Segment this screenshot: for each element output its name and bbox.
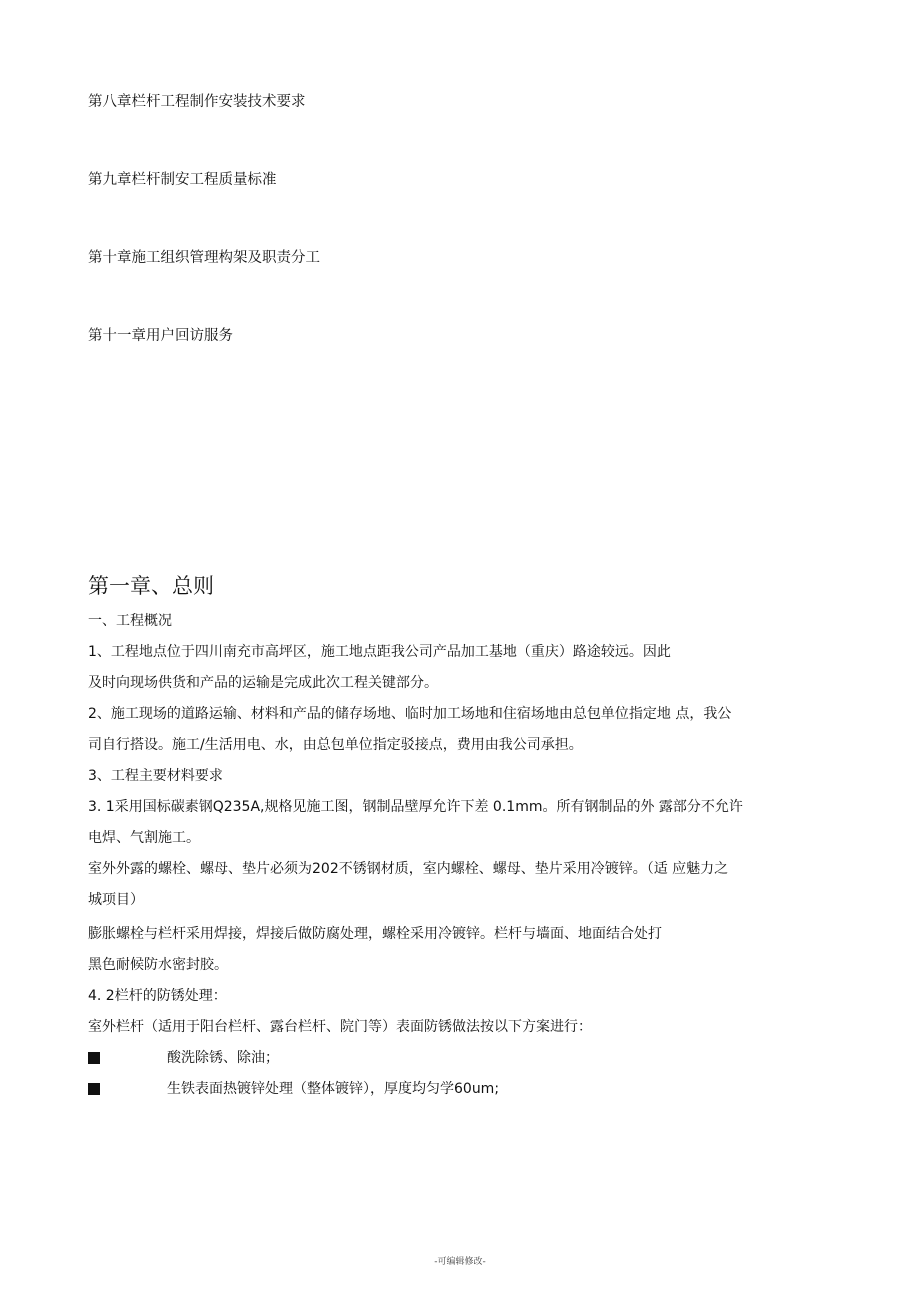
paragraph-7: 4. 2栏杆的防锈处理：: [88, 988, 227, 1004]
toc-item-chapter-11: 第十一章用户回访服务: [88, 328, 233, 344]
paragraph-5-line-1: 室外外露的螺栓、螺母、垫片必须为202不锈钢材质，室内螺栓、螺母、垫片采用冷镀锌。（适 应魅力之: [88, 861, 729, 877]
paragraph-6-line-1: 膨胀螺栓与栏杆采用焊接，焊接后做防腐处理，螺栓采用冷镀锌。栏杆与墙面、地面结合处打: [88, 926, 662, 942]
toc-item-chapter-10: 第十章施工组织管理构架及职责分工: [88, 250, 320, 266]
bullet-square-icon: [88, 1052, 100, 1064]
paragraph-2-line-2: 司自行搭设。施工/生活用电、水，由总包单位指定驳接点，费用由我公司承担。: [88, 737, 583, 753]
paragraph-8: 室外栏杆（适用于阳台栏杆、露台栏杆、院门等）表面防锈做法按以下方案进行：: [88, 1019, 592, 1035]
bullet-item-2: 生铁表面热镀锌处理（整体镀锌），厚度均匀学60um;: [167, 1081, 500, 1097]
bullet-item-1: 酸洗除锈、除油；: [167, 1050, 279, 1066]
paragraph-6-line-2: 黑色耐候防水密封胶。: [88, 957, 228, 973]
paragraph-4-line-1: 3. 1采用国标碳素钢Q235A,规格见施工图，钢制品壁厚允许下差 0.1mm。所有钢制品的外 露部分不允许: [88, 799, 743, 815]
toc-item-chapter-9: 第九章栏杆制安工程质量标准: [88, 172, 277, 188]
paragraph-2-line-1: 2、施工现场的道路运输、材料和产品的储存场地、临时加工场地和住宿场地由总包单位指定地 点，我公: [88, 706, 732, 722]
chapter-title: 第一章、总则: [88, 574, 214, 598]
bullet-square-icon: [88, 1083, 100, 1095]
paragraph-1-line-2: 及时向现场供货和产品的运输是完成此次工程关键部分。: [88, 675, 438, 691]
paragraph-3: 3、工程主要材料要求: [88, 768, 223, 784]
page-footer: -可编辑修改-: [434, 1257, 486, 1267]
paragraph-4-line-2: 电焊、气割施工。: [88, 830, 200, 846]
paragraph-5-line-2: 城项目）: [88, 892, 144, 908]
section-title: 一、工程概况: [88, 613, 172, 629]
toc-item-chapter-8: 第八章栏杆工程制作安装技术要求: [88, 94, 306, 110]
paragraph-1-line-1: 1、工程地点位于四川南充市高坪区，施工地点距我公司产品加工基地（重庆）路途较远。因此: [88, 644, 671, 660]
